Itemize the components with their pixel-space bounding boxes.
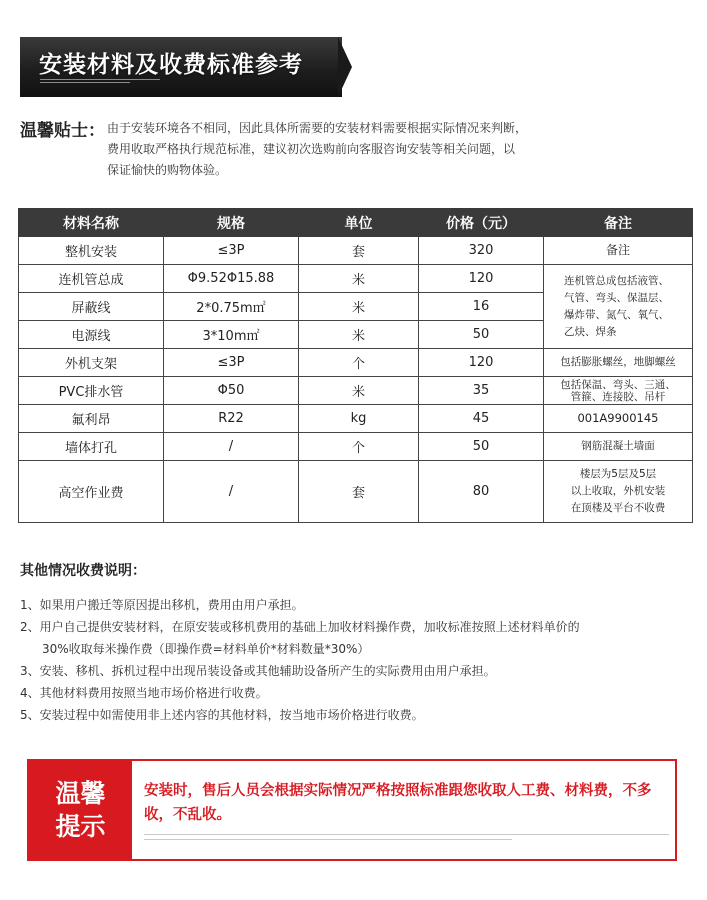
list-item: 2、用户自己提供安装材料，在原安装或移机费用的基础上加收材料操作费，加收标准按照上述材料单价的 — [20, 620, 580, 634]
cell-spec: ≤3P — [164, 349, 299, 377]
table-row — [19, 377, 693, 405]
cell-price: 45 — [419, 405, 544, 433]
cell-name: 墙体打孔 — [19, 433, 164, 461]
note-line: 以上收取，外机安装 — [570, 485, 666, 497]
note-line: 楼层为5层及5层 — [579, 468, 657, 480]
cell-unit: 套 — [299, 461, 419, 523]
cell-price: 80 — [419, 461, 544, 523]
note-line: 包括保温、弯头、三通、 — [560, 378, 676, 391]
cell-unit: 米 — [299, 321, 419, 349]
list-item: 3、安装、移机、拆机过程中出现吊装设备或其他辅助设备所产生的实际费用由用户承担。 — [20, 664, 496, 678]
cell-unit: 米 — [299, 377, 419, 405]
tip-label — [29, 761, 132, 859]
note-line: 在顶楼及平台不收费 — [570, 502, 666, 514]
list-item: 30%收取每米操作费（即操作费=材料单价*材料数量*30%） — [42, 642, 370, 656]
cell-price: 16 — [419, 293, 544, 321]
header-spec: 规格 — [164, 209, 299, 237]
table-row — [19, 349, 693, 377]
cell-note-merged — [544, 265, 693, 349]
note-line: 连机管总成包括液管、 — [564, 274, 669, 287]
notice-line: 保证愉快的购物体验。 — [107, 163, 228, 177]
header-unit: 单位 — [299, 209, 419, 237]
cell-spec: Φ50 — [164, 377, 299, 405]
note-line: 管箍、连接胶、吊杆 — [570, 390, 666, 403]
cell-name: 电源线 — [19, 321, 164, 349]
cell-note: 备注 — [544, 237, 693, 265]
note-line: 爆炸带、氮气、氧气、 — [564, 308, 669, 321]
cell-unit: 个 — [299, 349, 419, 377]
cell-name: 整机安装 — [19, 237, 164, 265]
tip-message: 安装时，售后人员会根据实际情况严格按照标准跟您收取人工费、材料费，不多收，不乱收。 — [144, 783, 652, 823]
tip-fine-print — [144, 834, 669, 844]
material-price-table — [18, 208, 692, 523]
cell-note: 包括膨胀螺丝，地脚螺丝 — [544, 349, 693, 377]
other-charges-section — [20, 560, 690, 726]
cell-name: 氟利昂 — [19, 405, 164, 433]
page-title: 安装材料及收费标准参考 — [39, 52, 303, 78]
section-header-banner — [20, 37, 352, 97]
cell-note: 001A9900145 — [544, 405, 693, 433]
cell-spec: ≤3P — [164, 237, 299, 265]
cell-unit: 米 — [299, 293, 419, 321]
notice-text — [107, 118, 682, 181]
list-item: 1、如果用户搬迁等原因提出移机，费用由用户承担。 — [20, 598, 304, 612]
table-row — [19, 265, 693, 293]
cell-note — [544, 461, 693, 523]
cell-spec: R22 — [164, 405, 299, 433]
table-row — [19, 433, 693, 461]
cell-name: PVC排水管 — [19, 377, 164, 405]
cell-unit: 米 — [299, 265, 419, 293]
cell-name: 屏蔽线 — [19, 293, 164, 321]
tip-label-line: 提示 — [55, 812, 106, 841]
notice-line: 由于安装环境各不相同，因此具体所需要的安装材料需要根据实际情况来判断， — [107, 121, 528, 135]
cell-price: 120 — [419, 265, 544, 293]
cell-note: 钢筋混凝土墙面 — [544, 433, 693, 461]
cell-spec: 2*0.75m㎡ — [164, 293, 299, 321]
cell-name: 连机管总成 — [19, 265, 164, 293]
cell-note — [544, 377, 693, 405]
cell-price: 320 — [419, 237, 544, 265]
cell-price: 50 — [419, 321, 544, 349]
header-note: 备注 — [544, 209, 693, 237]
tip-label-line: 温馨 — [55, 779, 106, 808]
list-item: 4、其他材料费用按照当地市场价格进行收费。 — [20, 686, 268, 700]
header-arrow-tip — [338, 37, 352, 97]
cell-spec: 3*10m㎡ — [164, 321, 299, 349]
table-row — [19, 237, 693, 265]
other-charges-title: 其他情况收费说明： — [20, 563, 146, 579]
header-name: 材料名称 — [19, 209, 164, 237]
table-row — [19, 461, 693, 523]
table-header-row — [19, 209, 693, 237]
cell-unit: kg — [299, 405, 419, 433]
notice-line: 费用收取严格执行规范标准，建议初次选购前向客服咨询安装等相关问题，以 — [107, 142, 516, 156]
cell-name: 高空作业费 — [19, 461, 164, 523]
cell-name: 外机支架 — [19, 349, 164, 377]
cell-spec: Φ9.52Φ15.88 — [164, 265, 299, 293]
header-price: 价格（元） — [419, 209, 544, 237]
table-row — [19, 405, 693, 433]
cell-spec: / — [164, 461, 299, 523]
header-fine-print — [40, 79, 160, 83]
cell-price: 120 — [419, 349, 544, 377]
warm-tip-box — [27, 759, 677, 861]
cell-unit: 个 — [299, 433, 419, 461]
list-item: 5、安装过程中如需使用非上述内容的其他材料，按当地市场价格进行收费。 — [20, 708, 424, 722]
cell-price: 50 — [419, 433, 544, 461]
cell-spec: / — [164, 433, 299, 461]
cell-unit: 套 — [299, 237, 419, 265]
note-line: 乙炔、焊条 — [564, 325, 617, 338]
note-line: 气管、弯头、保温层、 — [564, 291, 669, 304]
notice-label: 温馨贴士： — [20, 121, 105, 141]
cell-price: 35 — [419, 377, 544, 405]
